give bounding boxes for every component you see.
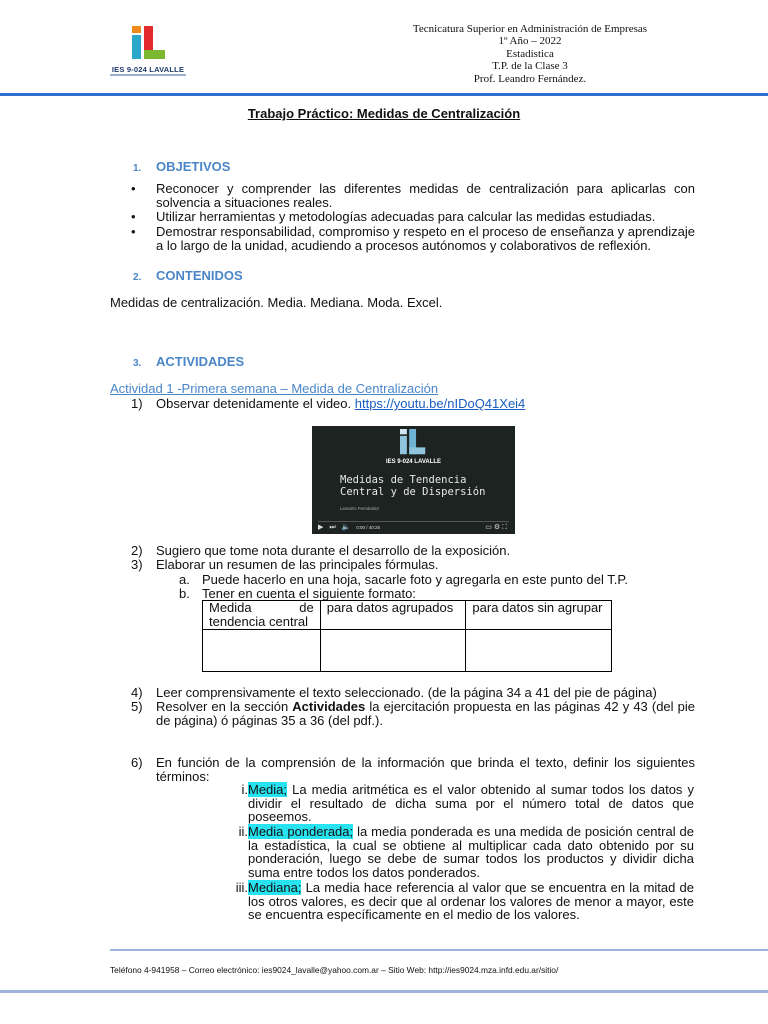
- header-rule: [0, 93, 768, 96]
- item-text: [156, 700, 695, 728]
- logo-mark-icon: [132, 26, 166, 60]
- definition-text: [248, 825, 694, 879]
- objective-item: [131, 210, 695, 224]
- item-number: 5): [131, 699, 143, 714]
- logo-subline: [110, 74, 186, 76]
- settings-icon[interactable]: ⚙: [493, 524, 501, 531]
- page-title: Trabajo Práctico: Medidas de Centralización: [247, 106, 521, 121]
- table-cell[interactable]: [320, 630, 466, 672]
- bullet-icon: •: [131, 181, 136, 196]
- header-professor: Prof. Leandro Fernández.: [473, 72, 587, 85]
- item-number: b.: [179, 586, 190, 601]
- video-url-link[interactable]: https://youtu.be/nIDoQ41Xei4: [354, 396, 526, 411]
- section-number: 1.: [133, 163, 142, 174]
- section-label: CONTENIDOS: [156, 268, 243, 283]
- table-header-cell: Medida de tendencia central: [203, 601, 321, 630]
- item-text: Elaborar un resumen de las principales fórmulas.: [156, 557, 439, 572]
- objective-item: [131, 225, 695, 253]
- table-row: [203, 630, 612, 672]
- objective-text: Reconocer y comprender las diferentes medidas de centralización para aplicarlas con solvencia a situaciones reales.: [156, 181, 695, 210]
- section-label: ACTIVIDADES: [156, 354, 245, 369]
- table-cell[interactable]: [466, 630, 612, 672]
- item-number: i.: [241, 782, 248, 797]
- header-subject: Estadística: [506, 47, 554, 60]
- header-career: Tecnicatura Superior en Administración de Empresas: [412, 23, 648, 35]
- video-title-line: Central y de Dispersión: [340, 486, 486, 498]
- format-table: [202, 600, 612, 672]
- activity-item-3: [131, 558, 439, 572]
- video-title-line: Medidas de Tendencia: [340, 474, 467, 486]
- video-progress-bar[interactable]: [318, 521, 509, 522]
- table-header-cell: para datos sin agrupar: [466, 601, 612, 630]
- item-text: Observar detenidamente el video.: [156, 396, 355, 411]
- actividad-link[interactable]: Actividad 1 -Primera semana – Medida de Centralización: [110, 381, 439, 396]
- highlighted-term: Media;: [248, 782, 288, 797]
- item-number: iii.: [235, 880, 248, 895]
- item-number: 1): [131, 396, 143, 411]
- activity-item-1: [131, 397, 711, 411]
- activity-subitem-b: [179, 587, 416, 601]
- contenidos-text: Medidas de centralización. Media. Mediana. Moda. Excel.: [110, 295, 443, 310]
- item-number: 6): [131, 755, 143, 770]
- table-cell[interactable]: [203, 630, 321, 672]
- video-thumbnail[interactable]: [312, 426, 515, 534]
- definition-text: [248, 881, 694, 922]
- activity-item-2: [131, 544, 510, 558]
- logo-mark-icon: [400, 429, 426, 455]
- section-number: 2.: [133, 272, 142, 283]
- item-text-bold: Actividades: [292, 699, 366, 714]
- table-header-row: [203, 601, 612, 630]
- definition-text: [248, 783, 694, 824]
- definition-body: La media aritmética es el valor obtenido al sumar todos los datos y dividir el resultado de dicha suma por el número total de datos que poseemos.: [248, 782, 694, 825]
- activity-item-4: [131, 686, 657, 700]
- definition-body: la media ponderada es una medida de posición central de la estadística, la cual se obtiene al multiplicar cada dato obtenido por su ponderación, luego se debe de sumar todos los productos y dividir dicha suma entre todos los datos ponderados.: [248, 824, 694, 880]
- institution-logo: [108, 26, 188, 78]
- section-actividades: [133, 354, 244, 369]
- section-contenidos: [133, 268, 243, 283]
- highlighted-term: Media ponderada;: [248, 824, 354, 839]
- section-objetivos: [133, 159, 230, 174]
- definition-body: La media hace referencia al valor que se encuentra en la mitad de los otros valores, es decir que al ordenar los valores de menor a mayor, este se encuentra específicamente en el medio de los valores.: [248, 880, 694, 923]
- logo-text: IES 9-024 LAVALLE: [111, 65, 185, 74]
- subtitles-icon[interactable]: ▭: [485, 524, 492, 531]
- objective-item: [131, 182, 695, 210]
- section-number: 3.: [133, 358, 142, 369]
- highlighted-term: Mediana;: [248, 880, 302, 895]
- item-text: Tener en cuenta el siguiente formato:: [202, 586, 416, 601]
- activity-subitem-a: [179, 573, 628, 587]
- table-header-cell: para datos agrupados: [320, 601, 466, 630]
- video-brand: IES 9-024 LAVALLE: [385, 459, 442, 465]
- item-number: 4): [131, 685, 143, 700]
- bullet-icon: •: [131, 224, 136, 239]
- item-text-pre: Resolver en la sección: [156, 699, 293, 714]
- next-icon[interactable]: ⏭: [329, 524, 336, 531]
- document-header: [380, 23, 680, 85]
- header-tp: T.P. de la Clase 3: [492, 60, 568, 73]
- objective-text: Utilizar herramientas y metodologías adecuadas para calcular las medidas estudiadas.: [156, 209, 656, 224]
- video-time: 0:00 / 40:26: [356, 525, 381, 530]
- header-year: 1º Año – 2022: [498, 35, 562, 48]
- fullscreen-icon[interactable]: ⛶: [502, 524, 507, 531]
- item-number: a.: [179, 572, 190, 587]
- objective-text: Demostrar responsabilidad, compromiso y respeto en el proceso de enseñanza y aprendizaje a lo largo de la unidad, acudiendo a procesos autónomos y colaborativos de reflexión.: [156, 224, 695, 253]
- item-text: Puede hacerlo en una hoja, sacarle foto y agregarla en este punto del T.P.: [202, 572, 628, 587]
- item-text: Sugiero que tome nota durante el desarrollo de la exposición.: [156, 543, 511, 558]
- footer-contact: Teléfono 4-941958 – Correo electrónico: ies9024_lavalle@yahoo.com.ar – Sitio Web: http://ies9024.mza.infd.edu.ar/sitio/: [110, 965, 559, 975]
- footer-bottom-rule: [0, 990, 768, 993]
- bullet-icon: •: [131, 209, 136, 224]
- video-title: [340, 474, 485, 498]
- item-number: 3): [131, 557, 143, 572]
- item-number: ii.: [238, 824, 248, 839]
- volume-icon[interactable]: 🔈: [341, 524, 351, 531]
- item-number: 2): [131, 543, 143, 558]
- video-author: Leandro Fernández: [340, 506, 380, 511]
- section-label: OBJETIVOS: [156, 159, 231, 174]
- footer-rule: [110, 949, 768, 951]
- play-icon[interactable]: ▶: [318, 524, 324, 531]
- item-text: En función de la comprensión de la información que brinda el texto, definir los siguientes términos:: [156, 755, 695, 784]
- video-controls: [318, 524, 509, 532]
- item-text: Leer comprensivamente el texto seleccionado. (de la página 34 a 41 del pie de página): [156, 685, 657, 700]
- item-text-post: la ejercitación propuesta en las páginas 42 y 43 (del pie de página) ó páginas 35 a 36 (del pdf.).: [156, 699, 695, 728]
- video-settings-controls: [485, 524, 507, 532]
